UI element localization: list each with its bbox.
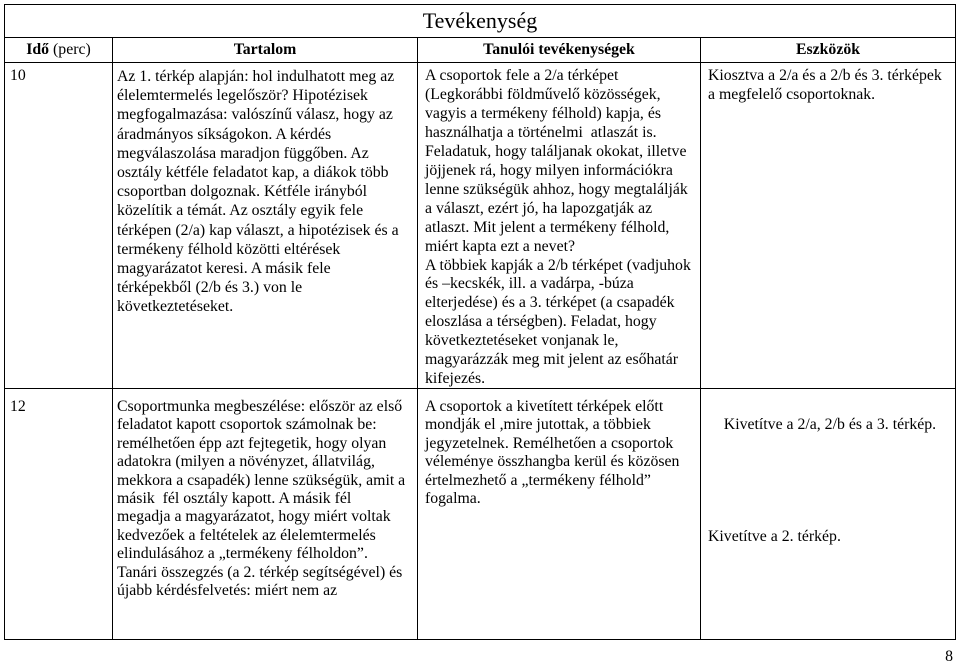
row-2-content: Csoportmunka megbeszélése: először az első feladatot kapott csoportok számolnak be: remélhetően épp azt fejtegetik, hogy olyan adatokra (milyen a növényzet, állatvilág, mekkora a csapadék) lenne szükségük, amit a másik fél osztály kapott. A másik fél megadja a magyarázatot, hogy miért voltak kedvezőek a feltételek az élelemtermelés elindulásához a „termékeny félholdon”. Tanári összegzés (a 2. térkép segítségével) és újabb kérdésfelvetés: miért nem az bbox=[113, 389, 418, 640]
row-1-tools: Kiosztva a 2/a és a 2/b és 3. térképek a megfelelő csoportoknak. bbox=[701, 63, 956, 389]
row-2-tools-cell bbox=[701, 389, 956, 640]
header-time-unit: (perc) bbox=[53, 41, 91, 58]
row-1-activities: A csoportok fele a 2/a térképet (Legkorábbi földművelő közösségek, vagyis a termékeny félhold) kapja, és használhatja a történelmi atlaszát is. Feladatuk, hogy találjanak okokat, illetve jöjjenek rá, hogy milyen információkra lenne szükségük ahhoz, hogy megtalálják a választ, ezért jó, ha lapozgatják az atlaszt. Mit jelent a termékeny félhold, miért kapta ezt a nevet? A többiek kapják a 2/b térképet (vadjuhok és –kecskék, ill. a vadárpa, -búza elterjedése) és a 3. térképet (a csapadék eloszlása a térségben). Feladat, hogy következtetéseket vonjanak le, magyarázzák meg mit jelent az esőhatár kifejezés. bbox=[418, 63, 701, 389]
page-number: 8 bbox=[945, 648, 953, 665]
header-content: Tartalom bbox=[113, 38, 418, 63]
header-time bbox=[5, 38, 113, 63]
row-1-content: Az 1. térkép alapján: hol indulhatott meg az élelemtermelés legelőször? Hipotézisek megfogalmazása: valószínű válasz, hogy az áradmányos síkságokon. A kérdés megválaszolása maradjon függőben. Az osztály kétféle feladatot kap, a diákok több csoportban dolgoznak. Kétféle irányból közelítik a témát. Az osztály egyik fele térképen (2/a) kap választ, a hipotézisek és a termékeny félhold közötti eltérések magyarázatot keresi. A másik fele térképekből (2/b és 3.) von le következtetéseket. bbox=[113, 63, 418, 389]
header-tools: Eszközök bbox=[701, 38, 956, 63]
activity-table bbox=[4, 4, 956, 640]
row-2-time: 12 bbox=[5, 389, 113, 640]
table-title: Tevékenység bbox=[5, 5, 956, 38]
row-2-tools-second: Kivetítve a 2. térkép. bbox=[708, 528, 841, 545]
row-1-time: 10 bbox=[5, 63, 113, 389]
header-activities: Tanulói tevékenységek bbox=[418, 38, 701, 63]
row-2-activities: A csoportok a kivetített térképek előtt mondják el ,mire jutottak, a többiek jegyzetelnek. Remélhetően a csoportok véleménye összhangba kerül és közösen értelmezhető a „termékeny félhold” fogalma. bbox=[418, 389, 701, 640]
header-time-label: Idő bbox=[26, 41, 50, 58]
row-2-tools: Kivetítve a 2/a, 2/b és a 3. térkép. bbox=[723, 416, 937, 434]
